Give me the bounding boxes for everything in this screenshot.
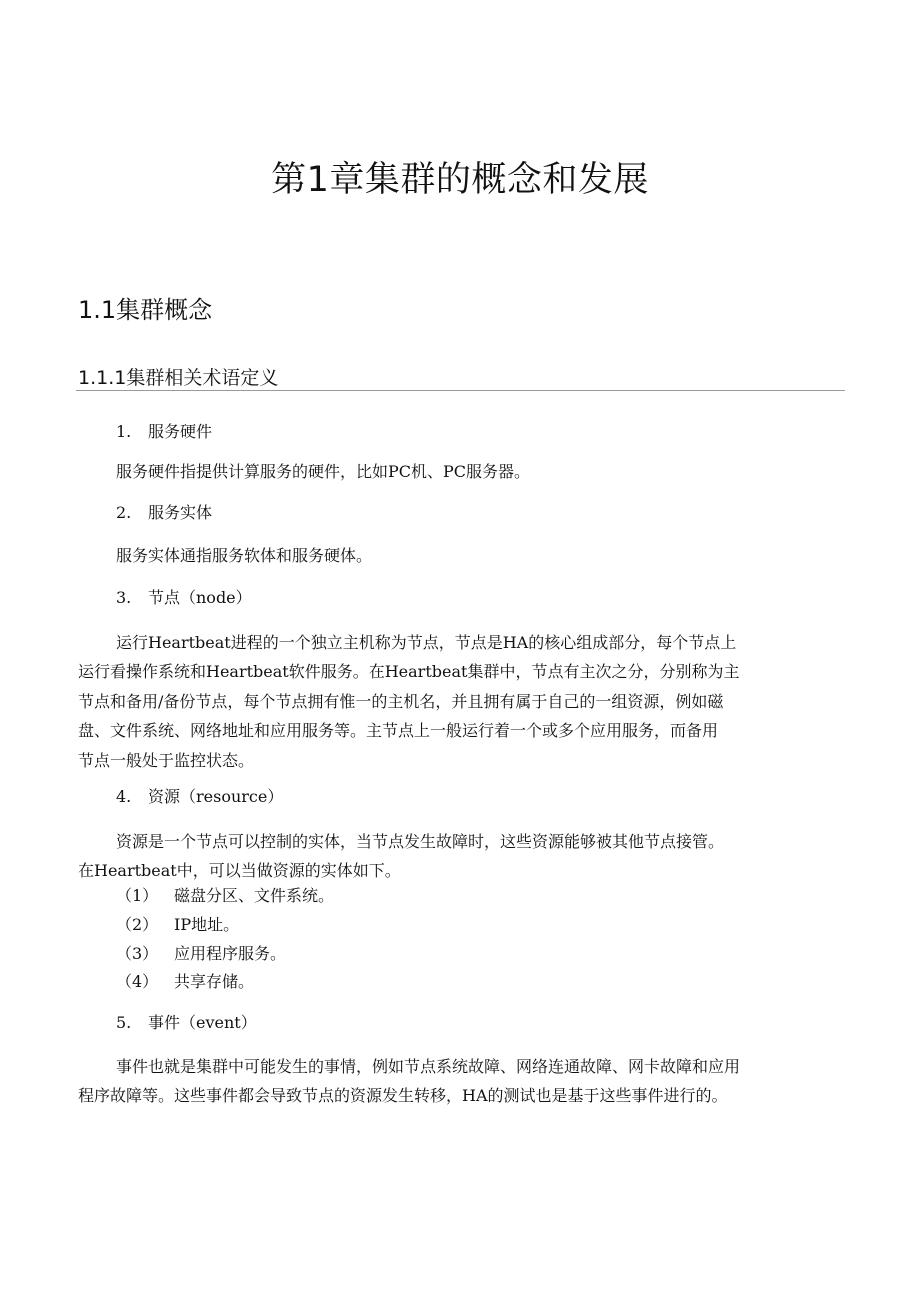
paragraph-line: 事件也就是集群中可能发生的事情，例如节点系统故障、网络连通故障、网卡故障和应用 — [116, 1057, 741, 1076]
sub-list-text: IP地址。 — [174, 915, 240, 934]
list-item-number: 3. — [116, 588, 132, 607]
subsection-heading: 1.1.1集群相关术语定义 — [78, 367, 279, 389]
paragraph-line: 节点一般处于监控状态。 — [78, 750, 255, 770]
sub-list-label: （2） — [116, 915, 159, 934]
paragraph — [78, 1052, 818, 1111]
list-item-title: 节点（node） — [148, 588, 252, 607]
list-item-title: 服务硬件 — [148, 422, 213, 441]
sub-list-item — [116, 944, 286, 964]
list-item-text: 服务实体通指服务软体和服务硬体。 — [116, 546, 373, 565]
list-item-number: 2. — [116, 503, 132, 522]
list-item-number: 1. — [116, 422, 132, 441]
paragraph-line: 在Heartbeat中，可以当做资源的实体如下。 — [78, 861, 401, 881]
sub-list-label: （4） — [116, 972, 159, 991]
list-item-heading — [116, 1013, 257, 1033]
sub-list-item — [116, 972, 254, 992]
list-item-text: 服务硬件指提供计算服务的硬件，比如PC机、PC服务器。 — [116, 462, 531, 481]
list-item-title: 事件（event） — [148, 1013, 257, 1032]
sub-list-text: 共享存储。 — [174, 972, 255, 991]
list-item-number: 5. — [116, 1013, 132, 1032]
list-item-heading — [116, 503, 212, 523]
list-item-heading — [116, 422, 212, 442]
sub-list-label: （1） — [116, 886, 159, 905]
sub-list-item — [116, 915, 239, 935]
section-heading: 1.1集群概念 — [78, 296, 213, 324]
sub-list-label: （3） — [116, 944, 159, 963]
paragraph — [78, 827, 818, 886]
sub-list-text: 磁盘分区、文件系统。 — [174, 886, 335, 905]
paragraph-line: 资源是一个节点可以控制的实体，当节点发生故障时，这些资源能够被其他节点接管。 — [116, 832, 725, 851]
subsection-divider — [76, 390, 845, 391]
sub-list-item — [116, 886, 334, 906]
paragraph-line: 盘、文件系统、网络地址和应用服务等。主节点上一般运行着一个或多个应用服务，而备用 — [78, 721, 719, 741]
chapter-title: 第1章集群的概念和发展 — [271, 160, 649, 200]
list-item-heading — [116, 588, 252, 608]
paragraph-line: 运行Heartbeat进程的一个独立主机称为节点，节点是HA的核心组成部分，每个节点上 — [116, 633, 737, 652]
sub-list-text: 应用程序服务。 — [174, 944, 287, 963]
paragraph-line: 运行看操作系统和Heartbeat软件服务。在Heartbeat集群中，节点有主次之分，分别称为主 — [78, 662, 740, 682]
paragraph-line: 节点和备用/备份节点，每个节点拥有惟一的主机名，并且拥有属于自己的一组资源，例如磁 — [78, 691, 724, 711]
list-item-title: 资源（resource） — [148, 787, 284, 806]
paragraph — [78, 628, 818, 775]
list-item-heading — [116, 787, 283, 807]
list-item-number: 4. — [116, 787, 132, 806]
list-item-title: 服务实体 — [148, 503, 213, 522]
paragraph-line: 程序故障等。这些事件都会导致节点的资源发生转移，HA的测试也是基于这些事件进行的。 — [78, 1086, 728, 1106]
